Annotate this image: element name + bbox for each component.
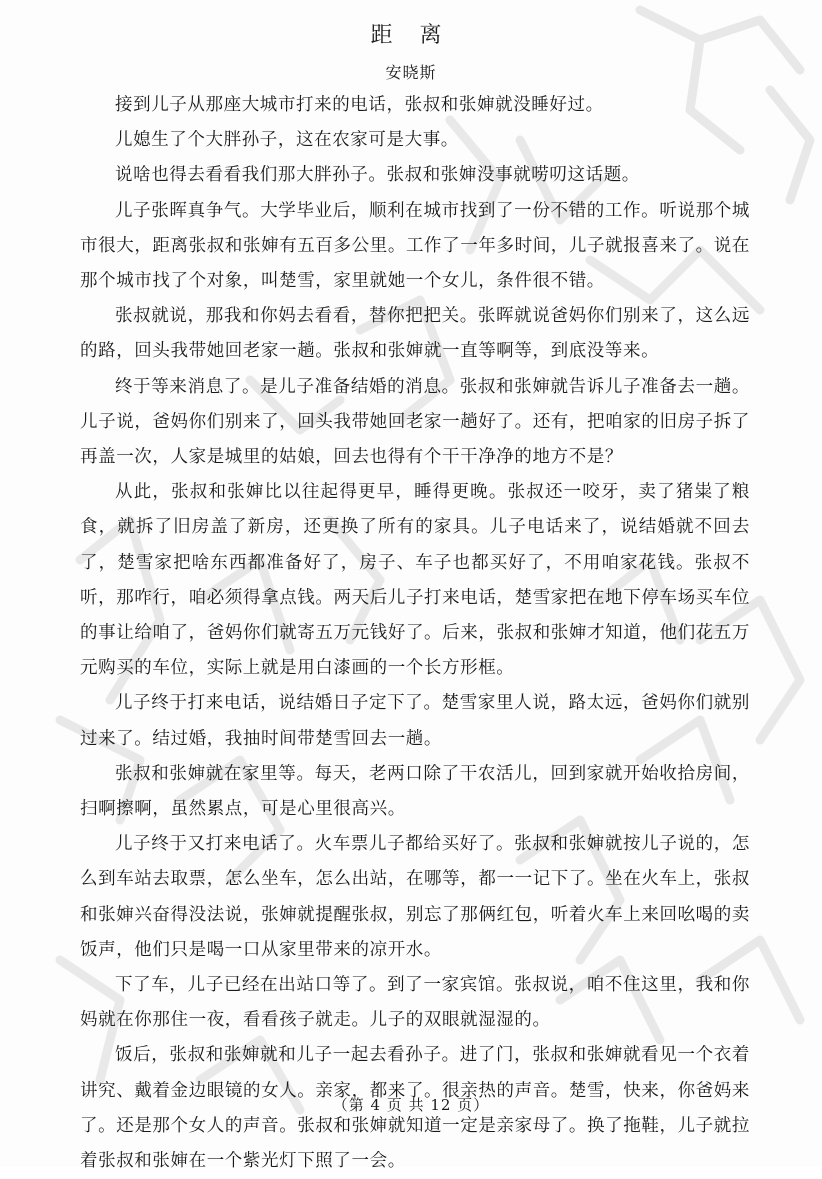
paragraph: 儿子张晖真争气。大学毕业后，顺利在城市找到了一份不错的工作。听说那个城市很大，距离张叔和张婶有五百多公里。工作了一年多时间，儿子就报喜来了。说在那个城市找了个对象，叫楚雪，家里就她一个女儿，条件很不错。 xyxy=(80,200,750,292)
author-name: 安晓斯 xyxy=(385,63,437,82)
page-title: 距 离 xyxy=(370,23,452,48)
paragraph: 儿媳生了个大胖孙子，这在农家可是大事。 xyxy=(115,130,459,151)
paragraph: 从此，张叔和张婶比以往起得更早，睡得更晚。张叔还一咬牙，卖了猪粜了粮食，就拆了旧房盖了新房，还更换了所有的家具。儿子电话来了，说结婚就不回去了，楚雪家把啥东西都准备好了，房子、车子也都买好了，不用咱家花钱。张叔不听，那咋行，咱必须得拿点钱。两天后儿子打来电话，楚雪家把在地下停车场买车位的事让给咱了，爸妈你们就寄五万元钱好了。后来，张叔和张婶才知道，他们花五万元购买的车位，实际上就是用白漆画的一个长方形框。 xyxy=(80,482,750,679)
paragraph: 儿子终于打来电话，说结婚日子定下了。楚雪家里人说，路太远，爸妈你们就别过来了。结过婚，我抽时间带楚雪回去一趟。 xyxy=(80,693,750,749)
paragraph: 接到儿子从那座大城市打来的电话，张叔和张婶就没睡好过。 xyxy=(115,95,604,115)
page-number: （第 4 页 共 12 页） xyxy=(332,1096,490,1114)
paragraph: 张叔就说，那我和你妈去看看，替你把把关。张晖就说爸妈你们别来了，这么远的路，回头我带她回老家一趟。张叔和张婶就一直等啊等，到底没等来。 xyxy=(80,306,750,362)
article-body xyxy=(80,88,750,1179)
paragraph: 饭后，张叔和张婶就和儿子一起去看孙子。进了门，张叔和张婶就看见一个衣着讲究、戴着金边眼镜的女人。亲家，都来了。很亲热的声音。楚雪，快来，你爸妈来了。还是那个女人的声音。张叔和张婶就知道一定是亲家母了。换了拖鞋，儿子就拉着张叔和张婶在一个紫光灯下照了一会。 xyxy=(80,1045,750,1172)
paragraph: 终于等来消息了。是儿子准备结婚的消息。张叔和张婶就告诉儿子准备去一趟。儿子说，爸妈你们别来了，回头我带她回老家一趟好了。还有，把咱家的旧房子拆了再盖一次，人家是城里的姑娘，回去也得有个干干净净的地方不是？ xyxy=(80,376,750,468)
paragraph: 说啥也得去看看我们那大胖孙子。张叔和张婶没事就唠叨这话题。 xyxy=(115,165,640,186)
paragraph: 下了车，儿子已经在出站口等了。到了一家宾馆。张叔说，咱不住这里，我和你妈就在你那住一夜，看看孩子就走。儿子的双眼就湿湿的。 xyxy=(80,975,750,1031)
paragraph: 张叔和张婶就在家里等。每天，老两口除了干农活儿，回到家就开始收拾房间，扫啊擦啊，虽然累点，可是心里很高兴。 xyxy=(80,763,750,820)
paragraph: 儿子终于又打来电话了。火车票儿子都给买好了。张叔和张婶就按儿子说的，怎么到车站去取票，怎么坐车，怎么出站，在哪等，都一一记下了。坐在火车上，张叔和张婶兴奋得没法说，张婶就提醒张叔，别忘了那俩红包，听着火车上来回吆喝的卖饭声，他们只是喝一口从家里带来的凉开水。 xyxy=(80,834,750,960)
